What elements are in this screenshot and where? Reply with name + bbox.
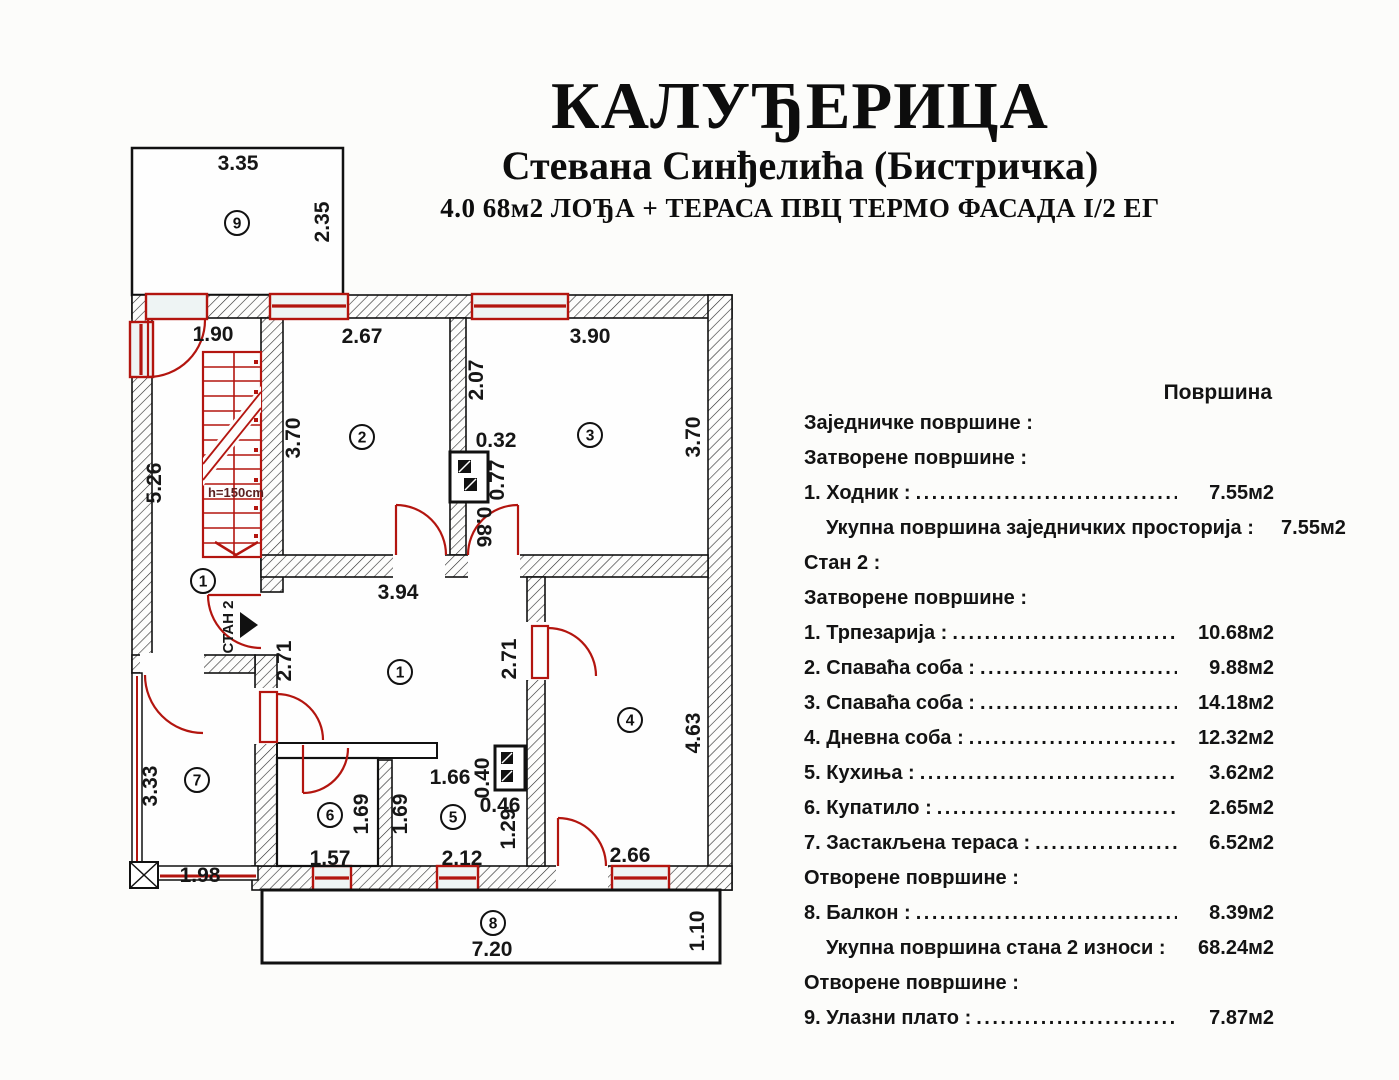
dimension-label: 3.70: [682, 416, 705, 458]
room-number-badge: [618, 708, 642, 732]
area-rows: [804, 406, 1346, 1036]
dimension-label: 0.86: [472, 506, 495, 548]
dimension-label: 3.33: [139, 765, 162, 807]
area-row: [804, 966, 1274, 1001]
area-row-value: 12.32м2: [1198, 727, 1274, 749]
area-row-value: 3.62м2: [1209, 762, 1274, 784]
room-number-text: 8: [488, 915, 498, 933]
area-row: [804, 756, 1274, 791]
dimension-label: 1.69: [350, 793, 373, 835]
area-row-label: Затворене површине :: [804, 587, 1027, 609]
area-row: [804, 476, 1274, 511]
area-row-value: 9.88м2: [1209, 657, 1274, 679]
area-row: [804, 896, 1274, 931]
area-row-value: 8.39м2: [1209, 902, 1274, 924]
dot-leader: [980, 686, 1177, 721]
room-number-badge: [225, 211, 249, 235]
area-row-label: Затворене површине :: [804, 447, 1027, 469]
area-row: [804, 826, 1274, 861]
room-number-text: 5: [448, 809, 458, 827]
room-number-text: 9: [232, 215, 242, 233]
street-subtitle: Стевана Синђелића (Бистричка): [501, 143, 1099, 188]
dimension-label: 3.70: [282, 417, 305, 459]
area-row: [804, 511, 1346, 546]
room-number-text: 1: [198, 573, 208, 591]
area-row-label: 9. Улазни плато :: [804, 1007, 972, 1029]
room-number-text: 4: [625, 712, 635, 730]
dimension-label: 0.77: [486, 459, 509, 501]
area-row-label: Укупна површина заједничких просторија :: [826, 517, 1254, 539]
dimension-label: 2.66: [609, 844, 651, 867]
area-row-label: 1. Ходник :: [804, 482, 911, 504]
area-row: [804, 861, 1274, 896]
area-row: [804, 686, 1274, 721]
dimension-label: 2.07: [465, 359, 488, 401]
room-number-text: 3: [585, 427, 595, 445]
area-row-value: 7.55м2: [1281, 517, 1346, 539]
dimension-label: 2.67: [341, 325, 383, 348]
dimension-label: 1.66: [429, 766, 471, 789]
room-number-text: 7: [192, 772, 202, 790]
area-row-label: 3. Спаваћа соба :: [804, 692, 975, 714]
area-row-label: Отворене површине :: [804, 972, 1019, 994]
area-row: [804, 581, 1274, 616]
dimension-label: 2.35: [311, 201, 334, 243]
dot-leader: [980, 651, 1177, 686]
area-row-label: Стан 2 :: [804, 552, 881, 574]
dot-leader: [937, 791, 1177, 826]
room-number-badge: [191, 569, 215, 593]
dimension-label: 1.57: [309, 847, 351, 870]
area-row-value: 6.52м2: [1209, 832, 1274, 854]
dimension-label: 7.20: [471, 938, 513, 961]
building-interior: [132, 295, 732, 890]
dot-leader: [916, 896, 1177, 931]
area-row: [804, 616, 1274, 651]
area-row-label: Заједничке површине :: [804, 412, 1033, 434]
room-number-text: 6: [325, 807, 335, 825]
dot-leader: [1035, 826, 1177, 861]
area-row-label: 8. Балкон :: [804, 902, 911, 924]
room-number-text: 2: [357, 429, 367, 447]
room-number-badge: [350, 425, 374, 449]
room-number-badge: [185, 768, 209, 792]
dimension-label: 3.90: [569, 325, 611, 348]
area-row-value: 7.87м2: [1209, 1007, 1274, 1029]
dimension-label: 5.26: [143, 462, 166, 504]
area-row: [804, 721, 1274, 756]
dimension-label: 1.29: [497, 808, 520, 850]
dimension-label: 2.71: [498, 638, 521, 680]
room-number-text: 1: [395, 664, 405, 682]
listing-details: 4.0 68м2 ЛОЂА + ТЕРАСА ПВЦ ТЕРМО ФАСАДА I/2 ЕГ: [440, 193, 1160, 223]
dot-leader: [952, 616, 1177, 651]
area-row-label: Отворене површине :: [804, 867, 1019, 889]
room-number-badge: [441, 805, 465, 829]
area-table: [804, 380, 1346, 1036]
area-column-header: Површина: [1163, 381, 1272, 404]
dimension-label: 3.35: [217, 152, 259, 175]
area-row-value: 7.55м2: [1209, 482, 1274, 504]
area-row-value: 2.65м2: [1209, 797, 1274, 819]
area-row-label: 7. Застакљена тераса :: [804, 832, 1031, 854]
area-row-label: 5. Кухиња :: [804, 762, 915, 784]
area-row-label: 2. Спаваћа соба :: [804, 657, 975, 679]
dimension-label: 0.46: [479, 794, 521, 817]
dimension-label: СТАН 2: [220, 600, 237, 654]
area-row: [804, 791, 1274, 826]
page-title: КАЛУЂЕРИЦА: [551, 69, 1049, 143]
room-number-badge: [388, 660, 412, 684]
dot-leader: [976, 1001, 1177, 1036]
area-row-label: 1. Трпезарија :: [804, 622, 948, 644]
dimension-label: 0.32: [475, 429, 517, 452]
area-row: [804, 406, 1274, 441]
area-row: [804, 441, 1274, 476]
dimension-label: 4.63: [682, 712, 705, 754]
dimension-label: 1.98: [179, 864, 221, 887]
dot-leader: [920, 756, 1177, 791]
area-row-value: 68.24м2: [1198, 937, 1274, 959]
dot-leader: [916, 476, 1177, 511]
dot-leader: [969, 721, 1177, 756]
area-row: [804, 1001, 1274, 1036]
dimension-label: 1.10: [686, 910, 709, 952]
area-row: [804, 931, 1274, 966]
dimension-label: 1.90: [192, 323, 234, 346]
area-row-label: 6. Купатило :: [804, 797, 932, 819]
area-row-label: Укупна површина стана 2 износи :: [826, 937, 1166, 959]
area-row-label: 4. Дневна соба :: [804, 727, 964, 749]
dimension-label: h=150cm: [207, 485, 265, 500]
room-number-badge: [481, 911, 505, 935]
dimension-label: 1.69: [389, 793, 412, 835]
room-number-badge: [578, 423, 602, 447]
area-row-value: 14.18м2: [1198, 692, 1274, 714]
dimension-label: 2.12: [441, 847, 483, 870]
room-number-badge: [318, 803, 342, 827]
dimension-label: 3.94: [377, 581, 419, 604]
area-row: [804, 546, 1274, 581]
dimension-label: 0.40: [471, 757, 494, 799]
dimension-label: 2.71: [273, 640, 296, 682]
area-row: [804, 651, 1274, 686]
area-row-value: 10.68м2: [1198, 622, 1274, 644]
